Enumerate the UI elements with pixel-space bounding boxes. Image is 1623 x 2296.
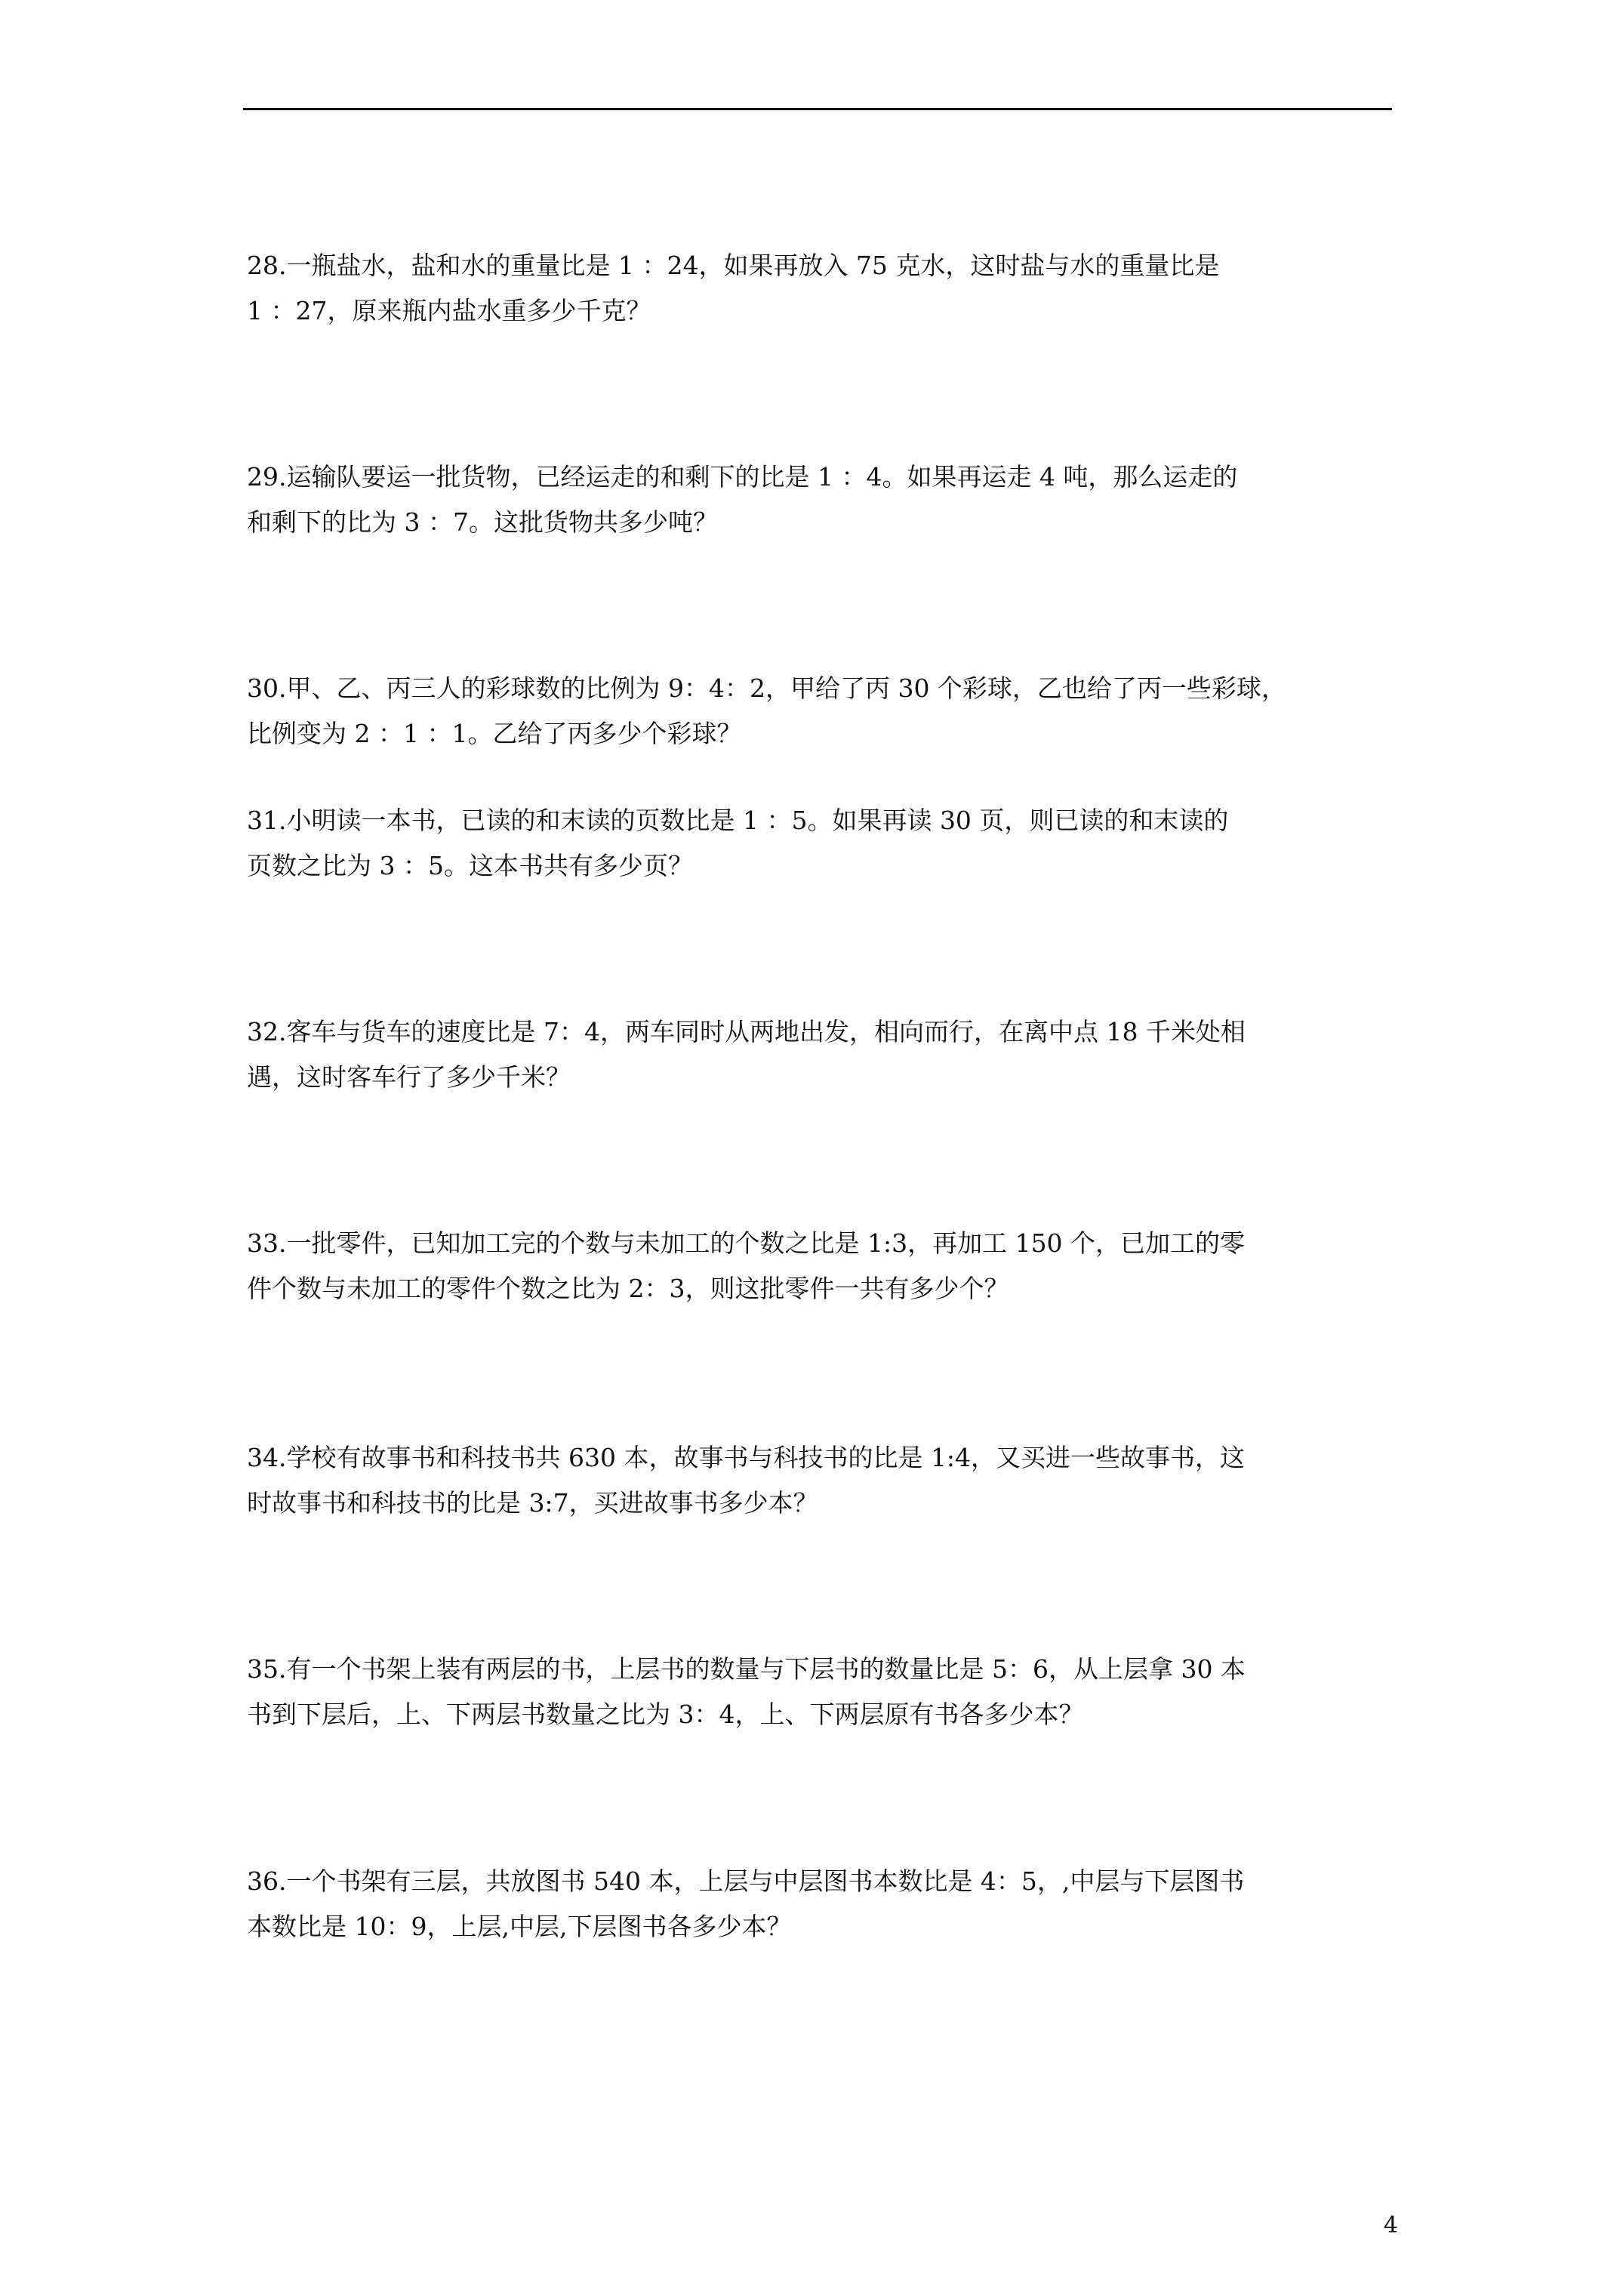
- problem-29: [247, 455, 1387, 545]
- problem-line: 书到下层后，上、下两层书数量之比为 3：4，上、下两层原有书各多少本？: [247, 1700, 1084, 1729]
- problem-line: 31.小明读一本书，已读的和末读的页数比是 1 ：5。如果再读 30 页，则已读的和末读的: [247, 806, 1229, 835]
- problem-line: 28.一瓶盐水，盐和水的重量比是 1 ：24，如果再放入 75 克水，这时盐与水的重量比是: [247, 251, 1220, 280]
- problem-line: 1 ：27，原来瓶内盐水重多少千克？: [247, 296, 651, 325]
- problem-line: 件个数与未加工的零件个数之比为 2：3，则这批零件一共有多少个？: [247, 1274, 1009, 1303]
- problem-36: [247, 1859, 1387, 1949]
- problem-34: [247, 1435, 1387, 1526]
- problem-line: 比例变为 2 ：1 ：1。乙给了丙多少个彩球？: [247, 719, 742, 748]
- problem-line: 页数之比为 3 ：5。这本书共有多少页？: [247, 851, 693, 880]
- problem-32: [247, 1009, 1387, 1100]
- problem-line: 33.一批零件，已知加工完的个数与未加工的个数之比是 1:3，再加工 150 个，已加工的零: [247, 1228, 1246, 1258]
- problem-line: 29.运输队要运一批货物，已经运走的和剩下的比是 1 ：4。如果再运走 4 吨，那么运走的: [247, 462, 1238, 492]
- problem-28: [247, 243, 1387, 334]
- problem-line: 本数比是 10：9，上层,中层,下层图书各多少本？: [247, 1912, 792, 1941]
- problem-line: 36.一个书架有三层，共放图书 540 本，上层与中层图书本数比是 4：5，,中层与下层图书: [247, 1866, 1245, 1896]
- problem-line: 34.学校有故事书和科技书共 630 本，故事书与科技书的比是 1:4，又买进一些故事书，这: [247, 1443, 1246, 1472]
- problem-line: 35.有一个书架上装有两层的书，上层书的数量与下层书的数量比是 5：6，从上层拿 30 本: [247, 1654, 1246, 1684]
- page-number: 4: [1383, 2212, 1398, 2239]
- problem-line: 和剩下的比为 3 ：7。这批货物共多少吨？: [247, 507, 718, 537]
- problem-35: [247, 1647, 1387, 1737]
- problem-line: 30.甲、乙、丙三人的彩球数的比例为 9：4：2，甲给了丙 30 个彩球，乙也给了丙一些彩球，: [247, 673, 1286, 703]
- problem-line: 遇，这时客车行了多少千米？: [247, 1062, 571, 1092]
- problem-33: [247, 1221, 1387, 1311]
- problem-line: 32.客车与货车的速度比是 7：4，两车同时从两地出发，相向而行，在离中点 18 千米处相: [247, 1017, 1246, 1046]
- problem-31: [247, 798, 1387, 889]
- header-rule: [243, 108, 1392, 110]
- problem-30: [247, 666, 1387, 757]
- problem-line: 时故事书和科技书的比是 3:7，买进故事书多少本？: [247, 1488, 818, 1518]
